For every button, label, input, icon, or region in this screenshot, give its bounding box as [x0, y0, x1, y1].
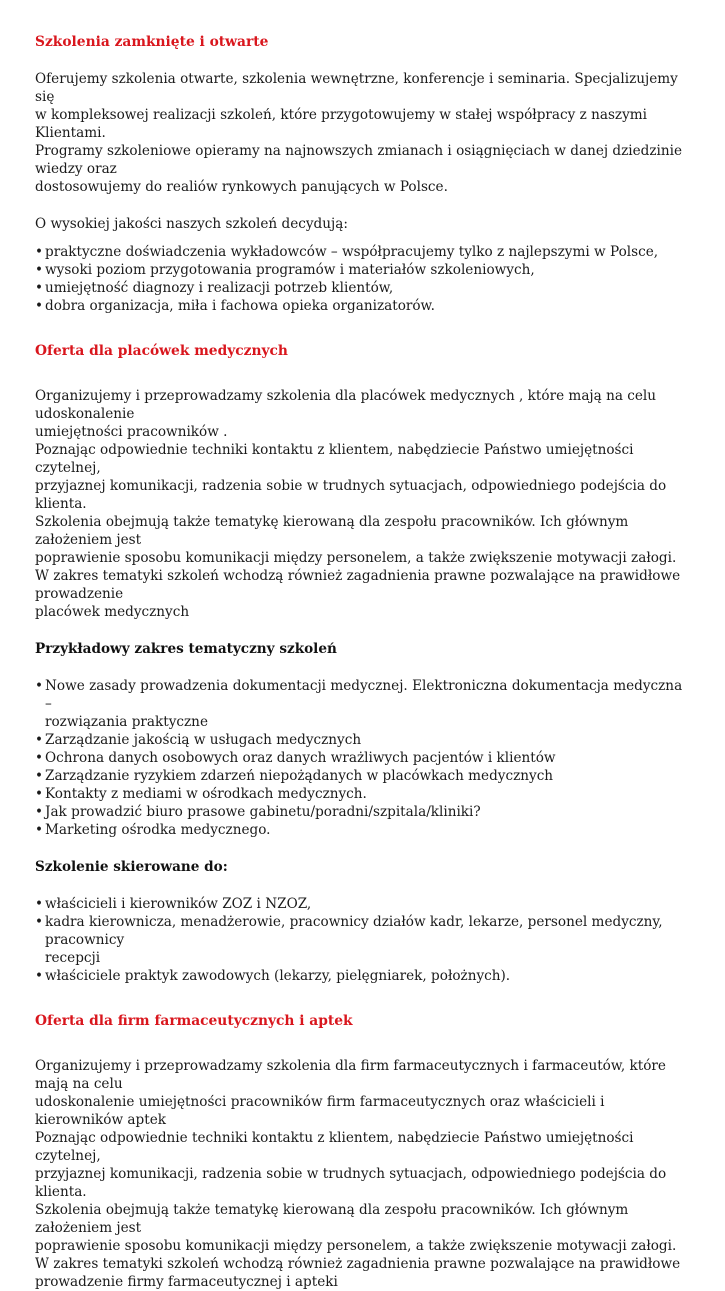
list-item: [35, 913, 685, 967]
list-item: • Ochrona danych osobowych oraz danych wrażliwych pacjentów i klientów: [35, 749, 685, 767]
text-line: placówek medycznych: [35, 604, 190, 620]
paragraph: [35, 387, 685, 621]
list-item: • właściciele praktyk zawodowych (lekarzy, pielęgniarek, położnych).: [35, 967, 685, 985]
topics-heading: Przykładowy zakres tematyczny szkoleń: [35, 641, 337, 657]
text-line: prowadzenie firmy farmaceutycznej i apteki: [35, 1274, 338, 1290]
section-heading: Oferta dla firm farmaceutycznych i aptek: [35, 1013, 353, 1029]
text-line: Organizujemy i przeprowadzamy szkolenia dla placówek medycznych , które mają na celu udoskonalenie: [35, 388, 657, 422]
text-line: Szkolenia obejmują także tematykę kierowaną dla zespołu pracowników. Ich głównym założeniem jest: [35, 1202, 629, 1236]
quality-list: [35, 243, 685, 315]
text-line: umiejętności pracowników .: [35, 424, 228, 440]
list-item: • Kontakty z mediami w ośrodkach medycznych.: [35, 785, 685, 803]
text-line: Programy szkoleniowe opieramy na najnowszych zmianach i osiągnięciach w danej dziedzinie wiedzy oraz: [35, 143, 683, 177]
list-item: [35, 677, 685, 731]
text-line: przyjaznej komunikacji, radzenia sobie w trudnych sytuacjach, odpowiedniego podejścia do klienta.: [35, 478, 667, 512]
list-item: • Jak prowadzić biuro prasowe gabinetu/poradni/szpitala/kliniki?: [35, 803, 685, 821]
text-line: rozwiązania praktyczne: [45, 714, 208, 730]
audience-list: [35, 895, 685, 985]
list-item: • właścicieli i kierowników ZOZ i NZOZ,: [35, 895, 685, 913]
text-line: Poznając odpowiednie techniki kontaktu z klientem, nabędziecie Państwo umiejętności czytelnej,: [35, 442, 634, 476]
text-line: Poznając odpowiednie techniki kontaktu z klientem, nabędziecie Państwo umiejętności czytelnej,: [35, 1130, 634, 1164]
audience-heading: Szkolenie skierowane do:: [35, 859, 228, 875]
list-item: • Marketing ośrodka medycznego.: [35, 821, 685, 839]
text-line: poprawienie sposobu komunikacji między personelem, a także zwiększenie motywacji załogi.: [35, 1238, 677, 1254]
text-line: dostosowujemy do realiów rynkowych panujących w Polsce.: [35, 179, 448, 195]
text-line: recepcji: [45, 950, 101, 966]
text-line: Oferujemy szkolenia otwarte, szkolenia wewnętrzne, konferencje i seminaria. Specjalizujemy się: [35, 71, 678, 105]
text-line: Szkolenia obejmują także tematykę kierowaną dla zespołu pracowników. Ich głównym założeniem jest: [35, 514, 629, 548]
list-item: • Zarządzanie jakością w usługach medycznych: [35, 731, 685, 749]
text-line: przyjaznej komunikacji, radzenia sobie w trudnych sytuacjach, odpowiedniego podejścia do klienta.: [35, 1166, 667, 1200]
list-item: • umiejętność diagnozy i realizacji potrzeb klientów,: [35, 279, 685, 297]
list-item: • wysoki poziom przygotowania programów i materiałów szkoleniowych,: [35, 261, 685, 279]
intro-text: O wysokiej jakości naszych szkoleń decydują:: [35, 216, 348, 232]
list-item: • dobra organizacja, miła i fachowa opieka organizatorów.: [35, 297, 685, 315]
text-line: W zakres tematyki szkoleń wchodzą również zagadnienia prawne pozwalające na prawidłowe: [35, 1256, 681, 1272]
list-item: • praktyczne doświadczenia wykładowców – współpracujemy tylko z najlepszymi w Polsce,: [35, 243, 685, 261]
text-line: W zakres tematyki szkoleń wchodzą również zagadnienia prawne pozwalające na prawidłowe prowadzenie: [35, 568, 681, 602]
list-item: • Zarządzanie ryzykiem zdarzeń niepożądanych w placówkach medycznych: [35, 767, 685, 785]
paragraph: [35, 70, 685, 196]
text-line: poprawienie sposobu komunikacji między personelem, a także zwiększenie motywacji załogi.: [35, 550, 677, 566]
text-line: kadra kierownicza, menadżerowie, pracownicy działów kadr, lekarze, personel medyczny, pracownicy: [45, 914, 663, 948]
text-line: udoskonalenie umiejętności pracowników firm farmaceutycznych oraz właścicieli i kierowników aptek: [35, 1094, 605, 1128]
text-line: w kompleksowej realizacji szkoleń, które przygotowujemy w stałej współpracy z naszymi Klientami.: [35, 107, 648, 141]
section-heading: Oferta dla placówek medycznych: [35, 343, 288, 359]
paragraph: [35, 1057, 685, 1291]
text-line: Nowe zasady prowadzenia dokumentacji medycznej. Elektroniczna dokumentacja medyczna –: [45, 678, 683, 712]
section-heading: Szkolenia zamknięte i otwarte: [35, 34, 269, 50]
topics-list: [35, 677, 685, 839]
text-line: Organizujemy i przeprowadzamy szkolenia dla firm farmaceutycznych i farmaceutów, które mają na celu: [35, 1058, 666, 1092]
